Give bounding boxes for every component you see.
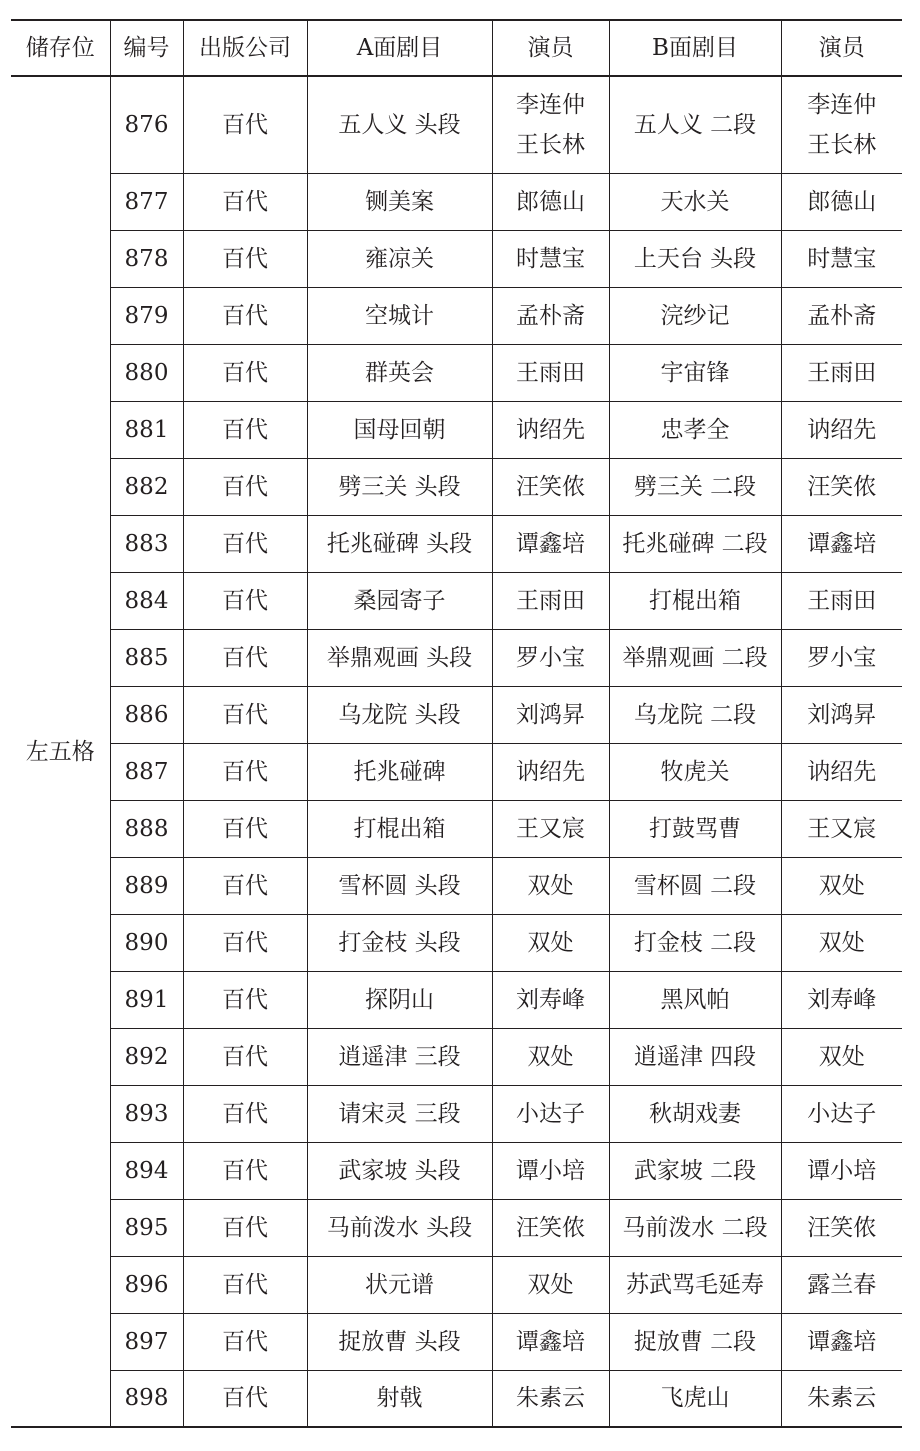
performer-a-line: 孟朴斋 <box>516 302 585 329</box>
performer-b <box>781 1199 902 1256</box>
side-a-title: 空城计 <box>307 287 492 344</box>
performer-a-line: 王雨田 <box>516 359 585 386</box>
performer-b <box>781 344 902 401</box>
table-row <box>11 515 902 572</box>
side-b-title: 浣纱记 <box>609 287 781 344</box>
table-row <box>11 914 902 971</box>
side-b-title: 五人义 二段 <box>609 76 781 173</box>
performer-b <box>781 1085 902 1142</box>
side-b-title: 苏武骂毛延寿 <box>609 1256 781 1313</box>
table-row <box>11 1028 902 1085</box>
performer-a <box>492 76 609 173</box>
side-b-title: 上天台 头段 <box>609 230 781 287</box>
performer-a <box>492 515 609 572</box>
side-a-title: 射戟 <box>307 1370 492 1427</box>
header-publisher: 出版公司 <box>183 20 307 76</box>
performer-b <box>781 458 902 515</box>
table-row <box>11 76 902 173</box>
table-body <box>11 76 902 1427</box>
side-a-title: 五人义 头段 <box>307 76 492 173</box>
performer-b-line: 刘鸿昇 <box>807 701 877 728</box>
publisher: 百代 <box>183 458 307 515</box>
performer-a-line: 汪笑侬 <box>516 473 585 500</box>
performer-b-line: 谭小培 <box>807 1157 877 1184</box>
performer-a <box>492 629 609 686</box>
performer-b <box>781 1313 902 1370</box>
publisher: 百代 <box>183 686 307 743</box>
publisher: 百代 <box>183 1028 307 1085</box>
performer-b-line: 谭鑫培 <box>807 530 877 557</box>
record-number: 888 <box>110 800 183 857</box>
performer-a <box>492 1028 609 1085</box>
performer-b-line: 罗小宝 <box>807 644 877 671</box>
performer-a-line: 谭鑫培 <box>516 530 585 557</box>
record-number: 880 <box>110 344 183 401</box>
performer-a-line: 刘鸿昇 <box>516 701 585 728</box>
publisher: 百代 <box>183 515 307 572</box>
side-a-title: 打棍出箱 <box>307 800 492 857</box>
performer-b-line: 时慧宝 <box>807 245 877 272</box>
side-a-title: 国母回朝 <box>307 401 492 458</box>
record-catalog-table <box>11 19 902 1428</box>
side-a-title: 探阴山 <box>307 971 492 1028</box>
publisher: 百代 <box>183 1256 307 1313</box>
performer-a <box>492 344 609 401</box>
table-row <box>11 743 902 800</box>
side-b-title: 天水关 <box>609 173 781 230</box>
performer-b-line: 李连仲 <box>807 91 877 118</box>
side-b-title: 打棍出箱 <box>609 572 781 629</box>
performer-b-line: 双处 <box>818 872 865 899</box>
performer-a <box>492 686 609 743</box>
performer-a <box>492 572 609 629</box>
performer-a <box>492 1085 609 1142</box>
performer-b <box>781 401 902 458</box>
record-number: 891 <box>110 971 183 1028</box>
header-row <box>11 20 902 76</box>
publisher: 百代 <box>183 344 307 401</box>
side-b-title: 秋胡戏妻 <box>609 1085 781 1142</box>
performer-a <box>492 914 609 971</box>
side-b-title: 牧虎关 <box>609 743 781 800</box>
table-row <box>11 344 902 401</box>
side-b-title: 武家坡 二段 <box>609 1142 781 1199</box>
table-row <box>11 230 902 287</box>
publisher: 百代 <box>183 629 307 686</box>
publisher: 百代 <box>183 1085 307 1142</box>
performer-a-line: 双处 <box>527 929 574 956</box>
record-number: 882 <box>110 458 183 515</box>
table-row <box>11 1313 902 1370</box>
side-b-title: 打鼓骂曹 <box>609 800 781 857</box>
performer-a-line: 谭鑫培 <box>516 1328 585 1355</box>
side-a-title: 马前泼水 头段 <box>307 1199 492 1256</box>
performer-b <box>781 686 902 743</box>
side-a-title: 雍凉关 <box>307 230 492 287</box>
performer-a <box>492 173 609 230</box>
record-number: 895 <box>110 1199 183 1256</box>
publisher: 百代 <box>183 914 307 971</box>
performer-a-line: 双处 <box>527 1043 574 1070</box>
table-row <box>11 572 902 629</box>
performer-a-line: 李连仲 <box>516 91 585 118</box>
publisher: 百代 <box>183 800 307 857</box>
side-b-title: 打金枝 二段 <box>609 914 781 971</box>
side-b-title: 雪杯圆 二段 <box>609 857 781 914</box>
performer-a <box>492 230 609 287</box>
side-a-title: 雪杯圆 头段 <box>307 857 492 914</box>
record-number: 892 <box>110 1028 183 1085</box>
record-number: 883 <box>110 515 183 572</box>
table-row <box>11 629 902 686</box>
performer-a <box>492 458 609 515</box>
performer-a <box>492 401 609 458</box>
performer-b <box>781 800 902 857</box>
table-row <box>11 401 902 458</box>
performer-a-line: 时慧宝 <box>516 245 585 272</box>
performer-b <box>781 914 902 971</box>
side-a-title: 捉放曹 头段 <box>307 1313 492 1370</box>
side-a-title: 请宋灵 三段 <box>307 1085 492 1142</box>
performer-b-line: 双处 <box>818 929 865 956</box>
record-number: 890 <box>110 914 183 971</box>
side-b-title: 乌龙院 二段 <box>609 686 781 743</box>
record-number: 889 <box>110 857 183 914</box>
publisher: 百代 <box>183 971 307 1028</box>
table-row <box>11 971 902 1028</box>
performer-a <box>492 1142 609 1199</box>
table-row <box>11 458 902 515</box>
publisher: 百代 <box>183 1313 307 1370</box>
side-b-title: 逍遥津 四段 <box>609 1028 781 1085</box>
performer-b <box>781 857 902 914</box>
performer-a-line: 王又宸 <box>516 815 585 842</box>
performer-a-line: 讷绍先 <box>516 416 585 443</box>
performer-a-line: 王长林 <box>516 131 585 158</box>
publisher: 百代 <box>183 230 307 287</box>
side-a-title: 托兆碰碑 <box>307 743 492 800</box>
performer-b <box>781 76 902 173</box>
record-number: 876 <box>110 76 183 173</box>
side-a-title: 桑园寄子 <box>307 572 492 629</box>
side-a-title: 群英会 <box>307 344 492 401</box>
record-number: 884 <box>110 572 183 629</box>
performer-b <box>781 230 902 287</box>
record-number: 898 <box>110 1370 183 1427</box>
performer-a <box>492 971 609 1028</box>
table-row <box>11 800 902 857</box>
publisher: 百代 <box>183 743 307 800</box>
performer-a-line: 双处 <box>527 872 574 899</box>
performer-a <box>492 1199 609 1256</box>
performer-b <box>781 743 902 800</box>
performer-b <box>781 572 902 629</box>
header-number: 编号 <box>110 20 183 76</box>
performer-b-line: 朱素云 <box>807 1385 877 1412</box>
side-b-title: 捉放曹 二段 <box>609 1313 781 1370</box>
performer-b <box>781 1256 902 1313</box>
performer-a <box>492 800 609 857</box>
performer-a-line: 双处 <box>527 1271 574 1298</box>
performer-a-line: 小达子 <box>516 1100 585 1127</box>
performer-b-line: 汪笑侬 <box>807 1214 877 1241</box>
performer-b-line: 汪笑侬 <box>807 473 877 500</box>
side-b-title: 飞虎山 <box>609 1370 781 1427</box>
record-number: 886 <box>110 686 183 743</box>
header-side-a: A面剧目 <box>307 20 492 76</box>
header-storage: 储存位 <box>11 20 110 76</box>
table-row <box>11 857 902 914</box>
table-row <box>11 287 902 344</box>
performer-b-line: 谭鑫培 <box>807 1328 877 1355</box>
side-a-title: 乌龙院 头段 <box>307 686 492 743</box>
performer-b-line: 刘寿峰 <box>807 986 877 1013</box>
performer-a <box>492 743 609 800</box>
publisher: 百代 <box>183 173 307 230</box>
performer-a-line: 王雨田 <box>516 587 585 614</box>
record-number: 894 <box>110 1142 183 1199</box>
performer-b <box>781 629 902 686</box>
record-number: 881 <box>110 401 183 458</box>
side-a-title: 逍遥津 三段 <box>307 1028 492 1085</box>
performer-a-line: 讷绍先 <box>516 758 585 785</box>
table-row <box>11 1256 902 1313</box>
publisher: 百代 <box>183 1370 307 1427</box>
header-performer-b: 演员 <box>781 20 902 76</box>
performer-a-line: 谭小培 <box>516 1157 585 1184</box>
table-row <box>11 1370 902 1427</box>
side-a-title: 武家坡 头段 <box>307 1142 492 1199</box>
side-b-title: 举鼎观画 二段 <box>609 629 781 686</box>
performer-b-line: 王雨田 <box>807 587 877 614</box>
header-side-b: B面剧目 <box>609 20 781 76</box>
side-b-title: 劈三关 二段 <box>609 458 781 515</box>
record-number: 879 <box>110 287 183 344</box>
performer-b <box>781 1370 902 1427</box>
performer-b <box>781 1142 902 1199</box>
performer-b <box>781 515 902 572</box>
side-a-title: 劈三关 头段 <box>307 458 492 515</box>
performer-a-line: 罗小宝 <box>516 644 585 671</box>
side-a-title: 状元谱 <box>307 1256 492 1313</box>
side-b-title: 托兆碰碑 二段 <box>609 515 781 572</box>
performer-b-line: 露兰春 <box>807 1271 877 1298</box>
performer-b-line: 小达子 <box>807 1100 877 1127</box>
performer-b-line: 讷绍先 <box>807 416 877 443</box>
publisher: 百代 <box>183 401 307 458</box>
record-number: 877 <box>110 173 183 230</box>
side-a-title: 举鼎观画 头段 <box>307 629 492 686</box>
performer-b <box>781 971 902 1028</box>
table-row <box>11 1085 902 1142</box>
performer-b-line: 郎德山 <box>807 188 877 215</box>
publisher: 百代 <box>183 572 307 629</box>
performer-a-line: 郎德山 <box>516 188 585 215</box>
table-row <box>11 686 902 743</box>
record-number: 887 <box>110 743 183 800</box>
performer-a <box>492 287 609 344</box>
performer-a-line: 汪笑侬 <box>516 1214 585 1241</box>
side-b-title: 黑风帕 <box>609 971 781 1028</box>
performer-a-line: 刘寿峰 <box>516 986 585 1013</box>
performer-b <box>781 287 902 344</box>
performer-b <box>781 1028 902 1085</box>
performer-b-line: 双处 <box>818 1043 865 1070</box>
performer-b <box>781 173 902 230</box>
header-performer-a: 演员 <box>492 20 609 76</box>
publisher: 百代 <box>183 76 307 173</box>
performer-a-line: 朱素云 <box>516 1385 585 1412</box>
performer-b-line: 王又宸 <box>807 815 877 842</box>
performer-a <box>492 1313 609 1370</box>
performer-b-line: 讷绍先 <box>807 758 877 785</box>
record-number: 896 <box>110 1256 183 1313</box>
record-number: 893 <box>110 1085 183 1142</box>
record-number: 878 <box>110 230 183 287</box>
performer-b-line: 孟朴斋 <box>807 302 877 329</box>
performer-a <box>492 1256 609 1313</box>
table-row <box>11 1142 902 1199</box>
side-a-title: 托兆碰碑 头段 <box>307 515 492 572</box>
storage-location-cell: 左五格 <box>11 76 110 1427</box>
side-a-title: 打金枝 头段 <box>307 914 492 971</box>
record-number: 885 <box>110 629 183 686</box>
side-a-title: 铡美案 <box>307 173 492 230</box>
publisher: 百代 <box>183 287 307 344</box>
table-row <box>11 173 902 230</box>
publisher: 百代 <box>183 857 307 914</box>
performer-b-line: 王雨田 <box>807 359 877 386</box>
table-row <box>11 1199 902 1256</box>
performer-b-line: 王长林 <box>807 131 877 158</box>
publisher: 百代 <box>183 1142 307 1199</box>
performer-a <box>492 1370 609 1427</box>
record-number: 897 <box>110 1313 183 1370</box>
side-b-title: 马前泼水 二段 <box>609 1199 781 1256</box>
publisher: 百代 <box>183 1199 307 1256</box>
side-b-title: 宇宙锋 <box>609 344 781 401</box>
side-b-title: 忠孝全 <box>609 401 781 458</box>
performer-a <box>492 857 609 914</box>
